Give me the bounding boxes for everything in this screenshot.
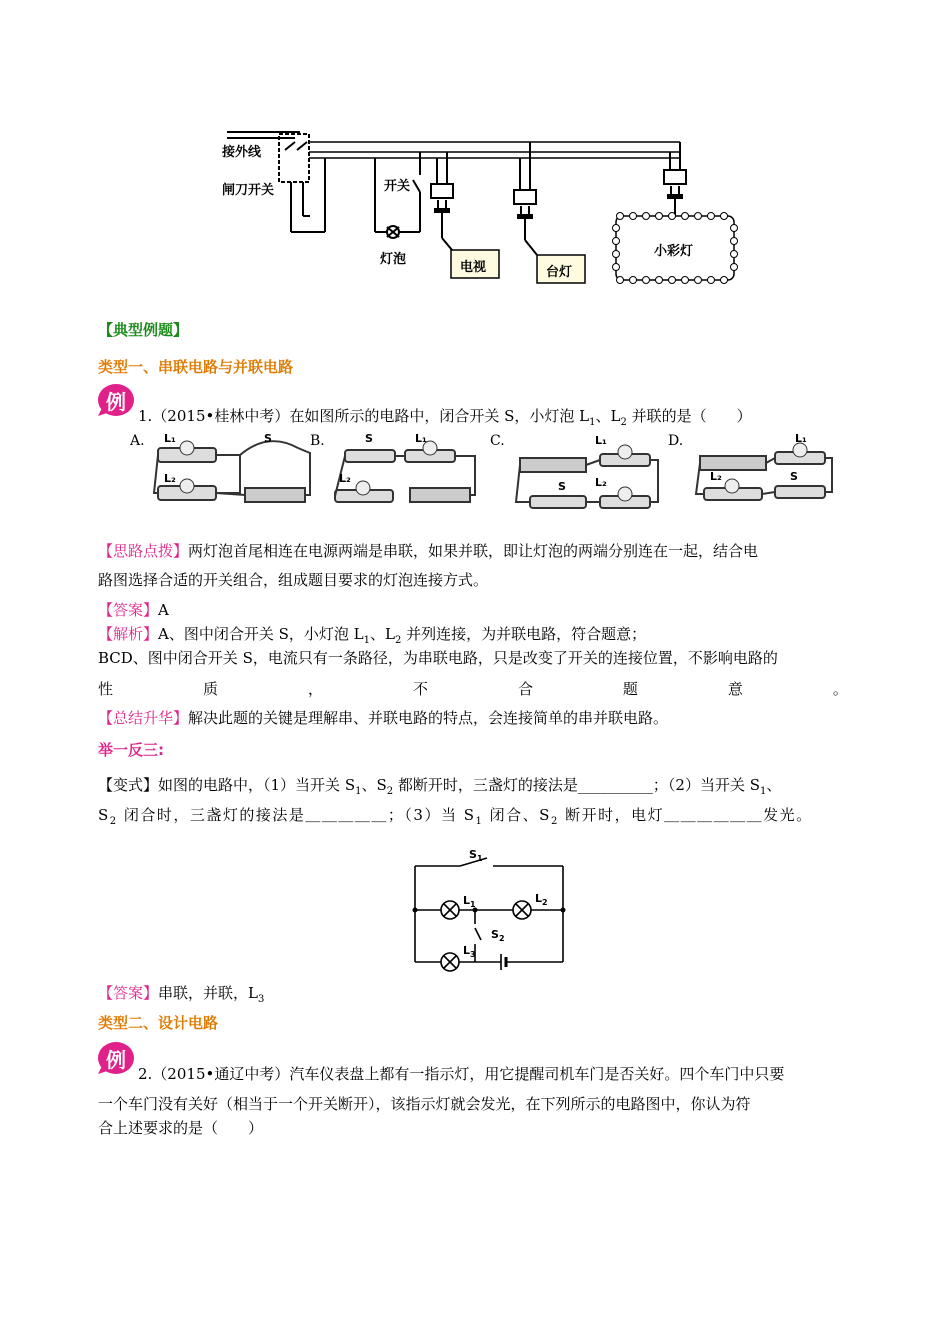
label-L2: $L_2$ [535,892,548,907]
string-light-bulb [669,213,676,220]
variant-circuit-diagram [405,844,575,972]
label-outer-line: 接外线 [222,145,262,160]
option-c-L2: L₂ [595,476,607,489]
string-light-bulb [617,277,624,284]
answer2: 【答案】串联，并联，$L_3$ [98,984,265,1005]
string-light-bulb [721,213,728,220]
analysis-line1: 【解析】A、图中闭合开关 S，小灯泡 $L_1$、$L_2$ 并列连接，为并联电路，符合题意； [98,625,647,646]
answer1: 【答案】A [98,601,169,619]
string-light-bulb [656,277,663,284]
string-light-bulb [613,238,620,245]
string-light-bulb [630,213,637,220]
string-light-bulb [731,225,738,232]
option-a-L1: L₁ [164,432,176,445]
example-badge-char: 例 [106,390,126,414]
option-c-circuit [510,428,680,518]
label-L3: $L_3$ [463,944,476,959]
string-light-bulb [643,213,650,220]
string-light-bulb [731,264,738,271]
option-d-circuit [690,428,860,518]
summary: 【总结升华】解决此题的关键是理解串、并联电路的特点，会连接简单的串并联电路。 [98,709,669,727]
option-c-S: S [558,480,566,493]
section-header: 【典型例题】 [98,321,189,339]
variant-line2: $S_2$ 闭合时，三盏灯的接法是＿＿＿＿＿；（3）当 $S_1$ 闭合、$S_2$ 断开时，电灯＿＿＿＿＿＿发光。 [98,806,813,827]
option-d-L1: L₁ [795,432,807,445]
label-switch: 开关 [384,179,411,194]
option-b-L1: L₁ [415,432,427,445]
option-c-L1: L₁ [595,434,607,447]
string-light-bulb [613,225,620,232]
option-d-S: S [790,470,798,483]
q1-stem: 1.（2015•桂林中考）在如图所示的电路中，闭合开关 S，小灯泡 $L_1$、$L_2$ 并联的是（ ） [138,407,752,428]
string-light-bulb [695,213,702,220]
q2-line2: 一个车门没有关好（相当于一个开关断开），该指示灯就会发光，在下列所示的电路图中，你认为符 [98,1095,751,1113]
analysis-line3: 性 质 ， 不 合 题 意 。 [98,680,848,698]
type2-title: 类型二、设计电路 [98,1014,219,1032]
option-a-S: S [264,432,272,445]
q2-line3: 合上述要求的是（ ） [98,1119,264,1137]
drill-title: 举一反三: [98,741,164,759]
string-light-bulb [669,277,676,284]
string-light-bulb [613,264,620,271]
label-desk-lamp: 台灯 [546,265,573,280]
option-b-L2: L₂ [339,472,351,485]
label-small-lights: 小彩灯 [654,244,694,259]
string-light-bulb [708,213,715,220]
option-c-label: C. [490,433,505,449]
string-light-bulb [731,238,738,245]
string-light-bulb [682,213,689,220]
example-badge-char: 例 [106,1048,126,1072]
label-L1: $L_1$ [463,894,476,909]
string-light-bulb [695,277,702,284]
option-a-circuit [150,428,320,510]
option-b-label: B. [310,433,325,449]
option-b-S: S [365,432,373,445]
string-light-bulb [682,277,689,284]
string-light-bulb [721,277,728,284]
analysis-line2: BCD、图中闭合开关 S，电流只有一条路径，为串联电路，只是改变了开关的连接位置，不影响电路的 [98,649,778,667]
string-light-bulb [656,213,663,220]
string-light-bulb [731,251,738,258]
string-light-bulb [630,277,637,284]
string-light-bulb [617,213,624,220]
option-a-L2: L₂ [164,472,176,485]
q2-line1: 2.（2015•通辽中考）汽车仪表盘上都有一指示灯，用它提醒司机车门是否关好。四个车门中只要 [138,1065,785,1083]
string-light-bulb [643,277,650,284]
hint-line2: 路图选择合适的开关组合，组成题目要求的灯泡连接方式。 [98,571,489,589]
label-S2: $S_2$ [491,928,505,943]
option-a-label: A. [130,433,145,449]
option-d-label: D. [668,433,684,449]
label-tv: 电视 [460,260,487,275]
label-knife-switch: 闸刀开关 [222,183,275,198]
label-S1: $S_1$ [469,848,483,863]
hint-line1: 【思路点拨】两灯泡首尾相连在电源两端是串联，如果并联，即让灯泡的两端分别连在一起，结合电 [98,542,759,560]
string-light-bulb [708,277,715,284]
string-light-bulb [613,251,620,258]
option-d-L2: L₂ [710,470,722,483]
label-bulb: 灯泡 [380,252,407,267]
type1-title: 类型一、串联电路与并联电路 [98,358,294,376]
variant-line1: 【变式】如图的电路中，（1）当开关 $S_1$、$S_2$ 都断开时，三盏灯的接法是__________；（2）当开关 $S_1$、 [98,776,782,797]
option-b-circuit [325,428,495,510]
